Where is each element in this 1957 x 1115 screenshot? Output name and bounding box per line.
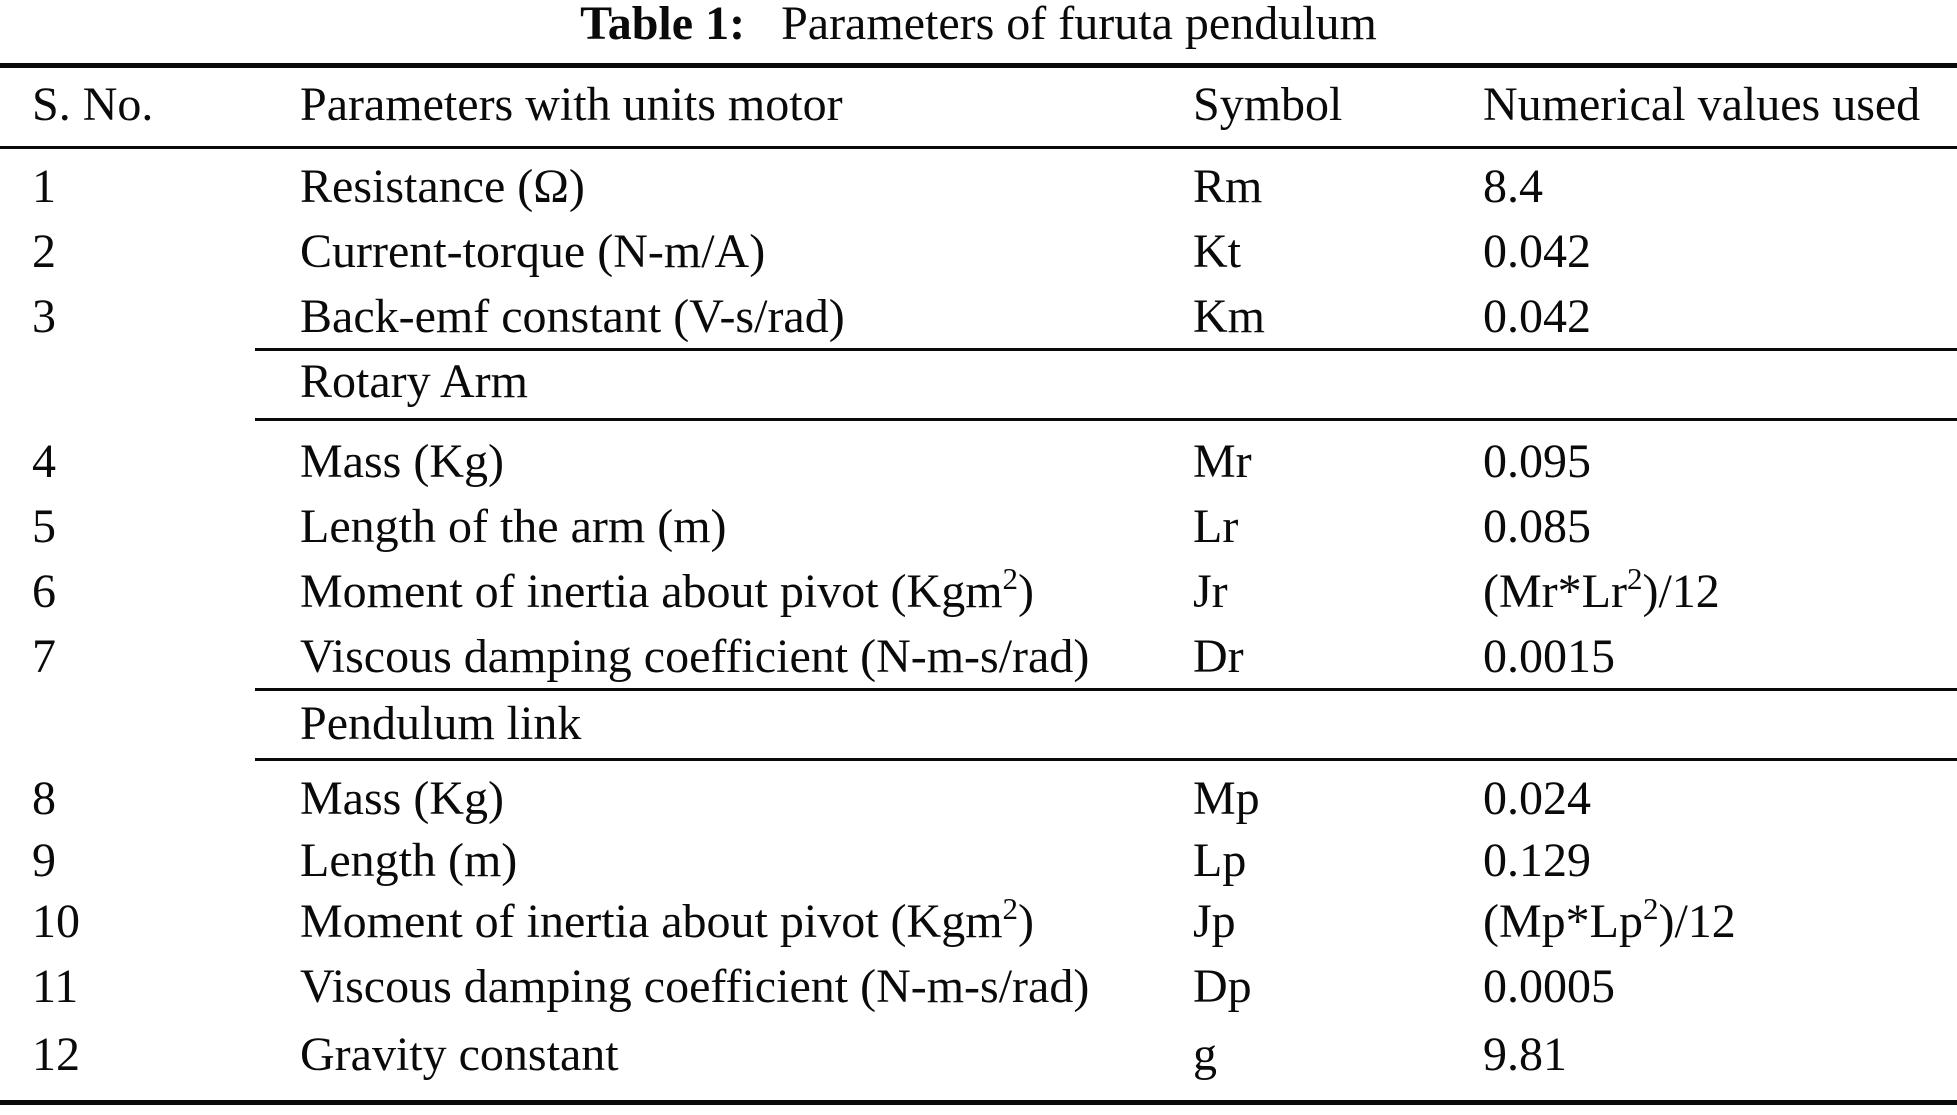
table-bottom-rule [0,1100,1957,1105]
cell-sno: 1 [32,160,56,213]
cell-parameter [300,562,1034,622]
table-row [0,432,1957,492]
table-row [0,627,1957,687]
header-symbol: Symbol [1193,78,1343,131]
cell-value: 0.085 [1483,500,1591,553]
cell-parameter: Gravity constant [300,1028,619,1081]
cell-parameter-superscript: 2 [1002,891,1019,926]
header-value: Numerical values used [1483,78,1921,131]
cell-symbol: g [1193,1028,1217,1081]
cell-symbol: Jr [1193,565,1228,618]
cell-value-superscript: 2 [1626,561,1643,596]
cell-value: 0.024 [1483,772,1591,825]
cell-sno: 3 [32,290,56,343]
cell-value [1483,562,1720,622]
table-row [0,892,1957,952]
table-row [0,562,1957,622]
cell-parameter-superscript: 2 [1002,561,1019,596]
cell-parameter: Viscous damping coefficient (N-m-s/rad) [300,960,1090,1013]
section-row-pendulum-link [0,694,1957,754]
section-rule-rotary-bottom [255,418,1957,421]
cell-value-superscript: 2 [1642,891,1659,926]
cell-sno: 11 [32,960,79,1013]
cell-value: 0.042 [1483,225,1591,278]
header-sno: S. No. [32,78,154,131]
section-row-rotary-arm [0,352,1957,412]
table-row [0,497,1957,557]
section-label: Pendulum link [300,697,582,750]
table-row [0,157,1957,217]
cell-parameter [300,892,1034,952]
cell-symbol: Km [1193,290,1265,343]
table-caption-text: Parameters of furuta pendulum [781,0,1377,50]
section-rule-rotary-top [255,348,1957,351]
table-header-row [0,75,1957,135]
table-row [0,831,1957,891]
cell-sno: 12 [32,1028,80,1081]
section-rule-pendulum-top [255,688,1957,691]
cell-value: 8.4 [1483,160,1543,213]
table-row [0,287,1957,347]
header-parameter: Parameters with units motor [300,78,843,131]
cell-sno: 9 [32,834,56,887]
cell-parameter-text: ) [1018,895,1035,948]
cell-symbol: Dr [1193,630,1244,683]
cell-symbol: Mr [1193,435,1252,488]
table-caption [0,0,1957,54]
table-row [0,769,1957,829]
cell-value: 0.129 [1483,834,1591,887]
cell-symbol: Mp [1193,772,1260,825]
cell-parameter: Current-torque (N-m/A) [300,225,766,278]
cell-symbol: Lp [1193,834,1247,887]
cell-parameter: Viscous damping coefficient (N-m-s/rad) [300,630,1090,683]
cell-parameter: Length (m) [300,834,518,887]
table-row [0,222,1957,282]
cell-value-text: (Mp*Lp [1483,895,1643,948]
cell-parameter: Back-emf constant (V-s/rad) [300,290,845,343]
cell-value: 0.0005 [1483,960,1615,1013]
cell-sno: 4 [32,435,56,488]
cell-value-text: )/12 [1658,895,1736,948]
cell-symbol: Rm [1193,160,1263,213]
cell-parameter-text: Moment of inertia about pivot (Kgm [300,895,1003,948]
cell-parameter: Resistance (Ω) [300,160,585,213]
cell-symbol: Kt [1193,225,1241,278]
cell-symbol: Lr [1193,500,1239,553]
cell-value: 0.0015 [1483,630,1615,683]
cell-value-text: )/12 [1642,565,1720,618]
cell-parameter-text: ) [1018,565,1035,618]
cell-value: 0.042 [1483,290,1591,343]
table-caption-label: Table 1: [580,0,746,50]
section-rule-pendulum-bottom [255,758,1957,761]
cell-sno: 6 [32,565,56,618]
cell-sno: 5 [32,500,56,553]
cell-value-text: (Mr*Lr [1483,565,1627,618]
cell-parameter: Length of the arm (m) [300,500,727,553]
cell-sno: 7 [32,630,56,683]
section-label: Rotary Arm [300,355,528,408]
cell-value: 9.81 [1483,1028,1567,1081]
cell-sno: 8 [32,772,56,825]
cell-parameter: Mass (Kg) [300,435,504,488]
cell-symbol: Jp [1193,895,1236,948]
table-row [0,957,1957,1017]
table-row [0,1025,1957,1085]
cell-sno: 2 [32,225,56,278]
cell-parameter-text: Moment of inertia about pivot (Kgm [300,565,1003,618]
cell-sno: 10 [32,895,80,948]
cell-value [1483,892,1736,952]
cell-parameter: Mass (Kg) [300,772,504,825]
cell-symbol: Dp [1193,960,1252,1013]
table-header-rule [0,146,1957,149]
cell-value: 0.095 [1483,435,1591,488]
table-top-rule [0,63,1957,68]
